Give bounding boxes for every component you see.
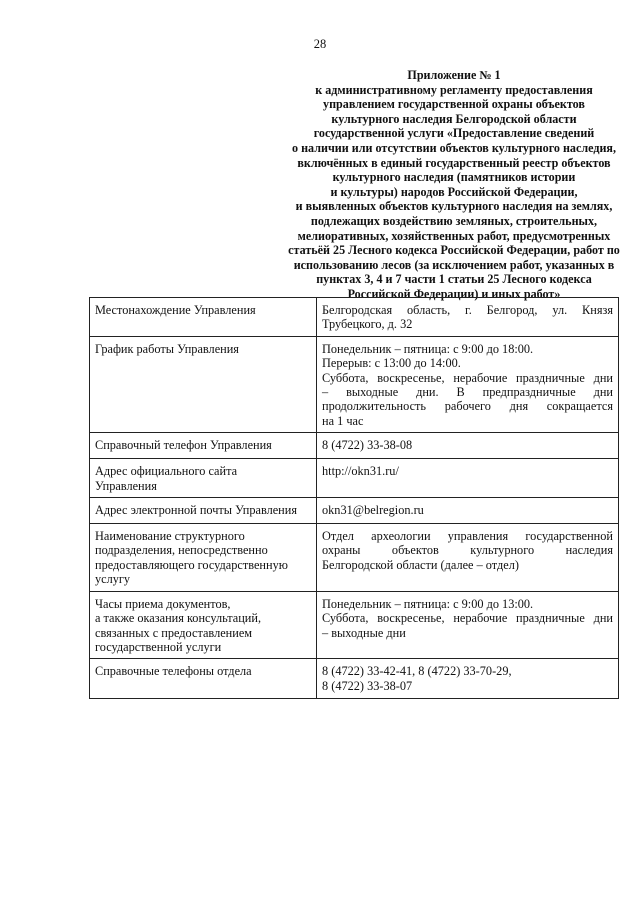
header-line: пунктах 3, 4 и 7 части 1 статьи 25 Лесного кодекса [316, 272, 592, 287]
header-line: мелиоративных, хозяйственных работ, предусмотренных [297, 228, 611, 243]
cell-line: продолжительность рабочего дня сокращается [322, 399, 613, 414]
row-label-phone [90, 433, 317, 459]
cell-line: Белгородская область, г. Белгород, ул. Князя [322, 303, 613, 317]
row-value-department-phones [317, 659, 619, 699]
header-line: Приложение № 1 [407, 68, 501, 82]
cell-line: – выходные дни. В предпраздничные дни [322, 385, 613, 400]
row-label-schedule [90, 336, 317, 432]
table-row [90, 591, 619, 659]
row-value-email [317, 498, 619, 524]
header-line: и выявленных объектов культурного наследия на землях, [295, 199, 613, 214]
cell-line: охраны объектов культурного наследия [322, 543, 613, 558]
row-label-location [90, 298, 317, 337]
cell-line: Понедельник – пятница: с 9:00 до 18:00. [322, 341, 534, 356]
row-label-office-hours [90, 591, 317, 659]
cell-line: Трубецкого, д. 32 [322, 317, 413, 332]
cell-line: Управления [95, 478, 157, 493]
row-label-department [90, 524, 317, 592]
row-value-website [317, 459, 619, 498]
header-line: Российской Федерации) и иных работ» [347, 286, 561, 301]
cell-line: услугу [95, 572, 131, 587]
cell-line: Справочный телефон Управления [95, 438, 272, 453]
row-value-schedule [317, 336, 619, 432]
cell-line: подразделения, непосредственно [95, 543, 268, 558]
cell-line: на 1 час [322, 413, 364, 428]
header-line: культурного наследия (памятников истории [332, 170, 576, 185]
cell-line: Справочные телефоны отдела [95, 664, 252, 679]
header-line: государственной услуги «Предоставление сведений [313, 126, 595, 141]
cell-line: 8 (4722) 33-38-08 [322, 438, 413, 453]
cell-line: Часы приема документов, [95, 596, 231, 611]
header-line: и культуры) народов Российской Федерации, [330, 184, 578, 199]
cell-line: Суббота, воскресенье, нерабочие праздничные дни [322, 611, 613, 626]
header-line: культурного наследия Белгородской области [331, 111, 577, 126]
table-row [90, 659, 619, 699]
table-row [90, 524, 619, 592]
row-label-website [90, 459, 317, 498]
row-label-email [90, 498, 317, 524]
table-row [90, 433, 619, 459]
cell-line: 8 (4722) 33-38-07 [322, 678, 413, 693]
row-label-department-phones [90, 659, 317, 699]
header-line: к административному регламенту предоставления [315, 82, 593, 97]
cell-line: Белгородской области (далее – отдел) [322, 557, 519, 572]
cell-line: Перерыв: с 13:00 до 14:00. [322, 356, 461, 371]
appendix-header [258, 68, 640, 302]
header-line: статьёй 25 Лесного кодекса Российской Федерации, работ по [288, 243, 620, 258]
header-line: управлением государственной охраны объектов [323, 97, 585, 112]
cell-line: связанных с предоставлением [95, 625, 253, 640]
cell-line: Наименование структурного [95, 529, 245, 544]
row-value-department [317, 524, 619, 592]
cell-line: 8 (4722) 33-42-41, 8 (4722) 33-70-29, [322, 664, 512, 679]
cell-line: График работы Управления [95, 341, 239, 356]
cell-line: Местонахождение Управления [95, 303, 256, 317]
table-row [90, 459, 619, 498]
cell-line: – выходные дни [322, 625, 406, 640]
table-row [90, 336, 619, 432]
table-row [90, 498, 619, 524]
row-value-phone [317, 433, 619, 459]
header-line: включённых в единый государственный реестр объектов [297, 155, 611, 170]
cell-line: Отдел археологии управления государственной [322, 529, 613, 544]
header-line: подлежащих воздействию земляных, строительных, [310, 213, 598, 228]
cell-line: государственной услуги [95, 639, 222, 654]
cell-line: а также оказания консультаций, [95, 611, 262, 626]
header-line: использованию лесов (за исключением работ, указанных в [293, 257, 615, 272]
cell-line: okn31@belregion.ru [322, 503, 424, 518]
page-number: 28 [313, 37, 327, 51]
cell-line: Адрес электронной почты Управления [95, 503, 298, 518]
row-value-office-hours [317, 591, 619, 659]
contact-info-table [89, 297, 619, 699]
cell-line: Суббота, воскресенье, нерабочие праздничные дни [322, 370, 613, 385]
cell-line: Понедельник – пятница: с 9:00 до 13:00. [322, 596, 534, 611]
table-row [90, 298, 619, 337]
cell-line: http://okn31.ru/ [322, 464, 399, 479]
cell-line: Адрес официального сайта [95, 464, 238, 479]
cell-line: предоставляющего государственную [95, 557, 288, 572]
header-line: о наличии или отсутствии объектов культурного наследия, [292, 140, 616, 155]
row-value-location [317, 298, 619, 337]
